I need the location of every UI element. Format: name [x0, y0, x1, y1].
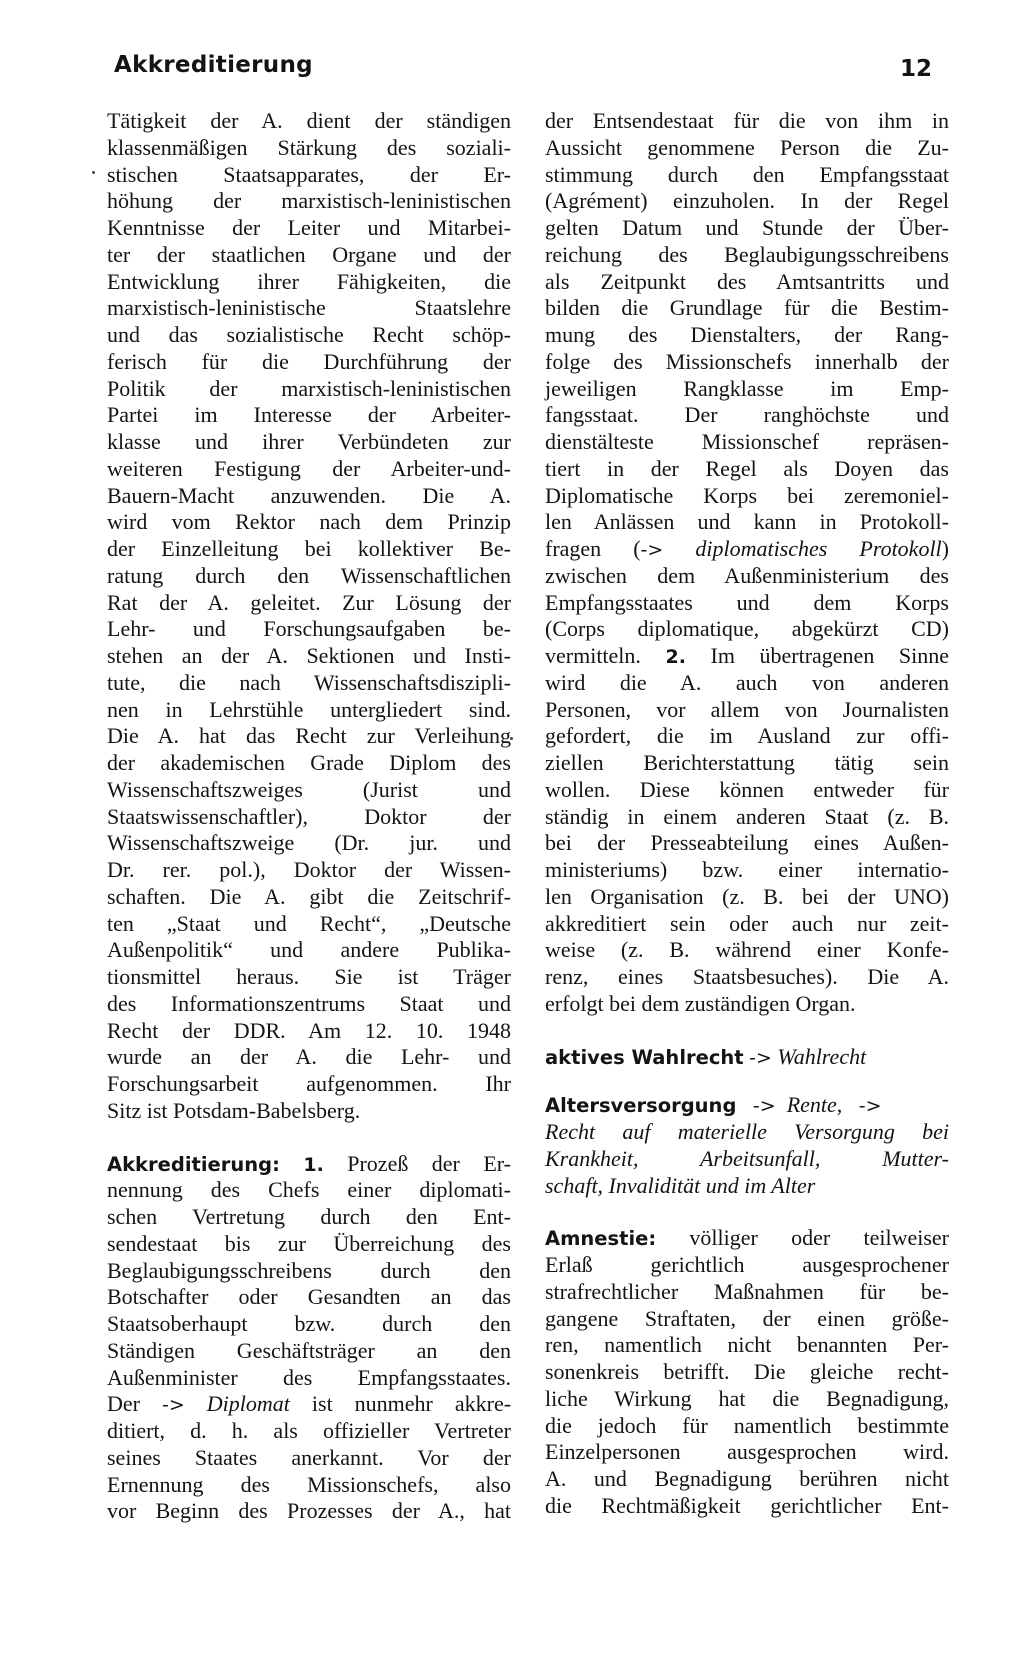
text-line: bilden die Grundlage für die Bestim-	[545, 295, 949, 321]
text-line	[545, 1044, 949, 1071]
text-line: ter der staatlichen Organe und der	[107, 241, 511, 267]
sense-number: 2.	[665, 646, 686, 668]
running-head: Akkreditierung	[114, 52, 313, 78]
text-line: Staatswissenschaftler), Doktor der	[107, 803, 511, 829]
cross-reference-recht-auf-versorgung[interactable]: Krankheit, Arbeitsunfall, Mutter-	[545, 1145, 949, 1171]
text-line: akkreditiert sein oder auch nur zeit-	[545, 910, 949, 936]
text-line: Außenpolitik“ und andere Publika-	[107, 937, 511, 963]
entry-spacer	[545, 1199, 949, 1225]
text-line: vor Beginn des Prozesses der A., hat	[107, 1498, 511, 1524]
text-line: Ernennung des Missionschefs, also	[107, 1471, 511, 1497]
text-fragment: Der	[107, 1391, 140, 1417]
text-line: renz, eines Staatsbesuches). Die A.	[545, 964, 949, 989]
cross-reference-recht-auf-versorgung[interactable]: schaft, Invalidität und im Alter	[545, 1172, 816, 1198]
text-line: Wissenschaftszweige (Dr. jur. und	[107, 830, 511, 856]
text-line: jeweiligen Rangklasse im Emp-	[545, 375, 949, 401]
entry-spacer	[545, 1018, 949, 1044]
text-line: schen Vertretung durch den Ent-	[107, 1204, 511, 1229]
left-column	[107, 108, 511, 1525]
text-line: Rat der A. geleitet. Zur Lösung der	[107, 589, 511, 615]
arrow-icon: ->	[858, 1095, 882, 1118]
text-line: seines Staates anerkannt. Vor der	[107, 1444, 511, 1470]
text-line: Außenminister des Empfangsstaates.	[107, 1364, 511, 1390]
text-fragment: Im übertragenen Sinne	[710, 643, 949, 668]
cross-reference-protokoll[interactable]: diplomatisches Protokoll	[695, 536, 942, 561]
text-line: schaften. Die A. gibt die Zeitschrif-	[107, 883, 511, 909]
text-line: ständig in einem anderen Staat (z. B.	[545, 803, 949, 829]
text-line	[545, 1092, 949, 1119]
text-line: ziellen Berichterstattung tätig sein	[545, 750, 949, 775]
text-line: ferisch für die Durchführung der	[107, 348, 511, 374]
text-line: ministeriums) bzw. einer internatio-	[545, 857, 949, 882]
text-line: wollen. Diese können entweder für	[545, 776, 949, 802]
text-line: Diplomatische Korps bei zeremoniel-	[545, 482, 949, 508]
text-line: der akademischen Grade Diplom des	[107, 750, 511, 775]
text-line: Erlaß gerichtlich ausgesprochener	[545, 1252, 949, 1277]
text-line: Entwicklung ihrer Fähigkeiten, die	[107, 268, 511, 294]
arrow-icon: ->	[161, 1394, 185, 1417]
text-fragment: )	[941, 536, 949, 561]
text-fragment: fragen (	[545, 536, 641, 561]
text-line: reichung des Beglaubigungsschreibens	[545, 241, 949, 267]
text-line: Empfangsstaates und dem Korps	[545, 589, 949, 615]
text-line: wurde an der A. die Lehr- und	[107, 1044, 511, 1070]
cross-reference-diplomat[interactable]: Diplomat	[206, 1391, 290, 1417]
text-line	[545, 1225, 949, 1252]
arrow-icon: ->	[752, 1095, 776, 1118]
text-line: Sitz ist Potsdam-Babelsberg.	[107, 1097, 361, 1123]
text-line: len Organisation (z. B. bei der UNO)	[545, 883, 949, 909]
text-line: nen in Lehrstühle untergliedert sind.	[107, 696, 511, 722]
text-line	[107, 1151, 511, 1178]
text-line: Beglaubigungsschreibens durch den	[107, 1257, 511, 1283]
text-fragment: ist nunmehr akkre-	[311, 1391, 512, 1417]
text-line	[545, 536, 949, 563]
text-line: stimmung durch den Empfangsstaat	[545, 161, 949, 187]
text-line: fangsstaat. Der ranghöchste und	[545, 402, 949, 428]
headword: Amnestie:	[545, 1227, 657, 1251]
text-line: stischen Staatsapparates, der Er-	[107, 161, 511, 187]
arrow-icon: ->	[749, 1046, 772, 1069]
headword: aktives Wahlrecht	[545, 1045, 744, 1069]
entry-akkreditierung-continued	[545, 108, 949, 1018]
headword: Akkreditierung:	[107, 1152, 280, 1176]
cross-reference-recht-auf-versorgung[interactable]: Recht auf materielle Versorgung bei	[545, 1119, 949, 1144]
headword: Altersversorgung	[545, 1094, 737, 1118]
text-line	[107, 1391, 511, 1418]
text-line: A. und Begnadigung berühren nicht	[545, 1466, 949, 1491]
text-line: strafrechtlicher Maßnahmen für be-	[545, 1278, 949, 1304]
text-line: wird vom Rektor nach dem Prinzip	[107, 509, 511, 535]
cross-reference-rente[interactable]: Rente,	[786, 1092, 843, 1118]
text-line: sendestaat bis zur Überreichung des	[107, 1230, 511, 1256]
text-line: die jedoch für namentlich bestimmte	[545, 1412, 949, 1438]
text-fragment: völliger oder teilweiser	[689, 1225, 949, 1251]
text-line: gelten Datum und Stunde der Über-	[545, 215, 949, 240]
text-line: dienstälteste Missionschef repräsen-	[545, 429, 949, 454]
text-line: die Rechtmäßigkeit gerichtlicher Ent-	[545, 1492, 949, 1518]
text-line: bei der Presseabteilung eines Außen-	[545, 830, 949, 856]
text-line: gefordert, die im Ausland zur offi-	[545, 723, 949, 749]
text-line: marxistisch-leninistische Staatslehre	[107, 295, 511, 321]
text-line: nennung des Chefs einer diplomati-	[107, 1177, 511, 1203]
entry-aktives-wahlrecht	[545, 1044, 949, 1071]
text-line: der Einzelleitung bei kollektiver Be-	[107, 536, 511, 561]
entry-spacer	[107, 1125, 511, 1151]
text-line	[545, 643, 949, 670]
text-line: ditiert, d. h. als offizieller Vertreter	[107, 1418, 511, 1443]
text-line: höhung der marxistisch-leninistischen	[107, 188, 511, 214]
text-line: tiert in der Regel als Doyen das	[545, 455, 949, 481]
text-line: Wissenschaftszweiges (Jurist und	[107, 776, 511, 802]
print-speck	[92, 171, 95, 174]
entry-altersversorgung	[545, 1092, 949, 1199]
text-fragment: vermitteln.	[545, 643, 641, 668]
text-line: ten „Staat und Recht“, „Deutsche	[107, 910, 511, 936]
text-line: Ständigen Geschäftsträger an den	[107, 1337, 511, 1363]
text-line: des Informationszentrums Staat und	[107, 990, 511, 1016]
text-line: Aussicht genommene Person die Zu-	[545, 134, 949, 160]
text-line: Kenntnisse der Leiter und Mitarbei-	[107, 215, 511, 240]
continuation-paragraph	[107, 108, 511, 1125]
text-line: liche Wirkung hat die Begnadigung,	[545, 1385, 949, 1411]
text-line: mung des Dienstalters, der Rang-	[545, 322, 949, 347]
text-line: zwischen dem Außenministerium des	[545, 562, 949, 588]
entry-amnestie	[545, 1225, 949, 1519]
text-line: (Corps diplomatique, abgekürzt CD)	[545, 616, 949, 642]
text-line: ren, namentlich nicht benannten Per-	[545, 1332, 949, 1358]
text-line: folge des Missionschefs innerhalb der	[545, 348, 949, 374]
text-line: Politik der marxistisch-leninistischen	[107, 375, 511, 401]
text-line: ratung durch den Wissenschaftlichen	[107, 562, 511, 588]
text-line: Bauern-Macht anzuwenden. Die A.	[107, 482, 511, 508]
text-line: weiteren Festigung der Arbeiter-und-	[107, 455, 511, 481]
text-line: erfolgt bei dem zuständigen Organ.	[545, 990, 856, 1016]
text-line: len Anlässen und kann in Protokoll-	[545, 509, 949, 535]
text-line: stehen an der A. Sektionen und Insti-	[107, 643, 511, 668]
text-fragment: Prozeß der Er-	[347, 1150, 511, 1176]
text-line: Staatsoberhaupt bzw. durch den	[107, 1311, 511, 1336]
text-line: sonenkreis betrifft. Die gleiche recht-	[545, 1359, 949, 1384]
text-line: Recht der DDR. Am 12. 10. 1948	[107, 1017, 511, 1043]
arrow-icon: ->	[640, 539, 664, 561]
text-line: tionsmittel heraus. Sie ist Träger	[107, 964, 511, 989]
text-line: Tätigkeit der A. dient der ständigen	[107, 108, 511, 133]
text-line: Die A. hat das Recht zur Verleihung	[107, 723, 511, 749]
text-line: Forschungsarbeit aufgenommen. Ihr	[107, 1071, 511, 1096]
text-line: Botschafter oder Gesandten an das	[107, 1284, 511, 1310]
page-number: 12	[900, 56, 933, 82]
entry-spacer	[545, 1070, 949, 1092]
text-line: wird die A. auch von anderen	[545, 669, 949, 695]
sense-number: 1.	[303, 1153, 324, 1176]
text-line: tute, die nach Wissenschaftsdiszipli-	[107, 669, 511, 695]
entry-akkreditierung	[107, 1151, 511, 1526]
text-line: Partei im Interesse der Arbeiter-	[107, 402, 511, 428]
text-line: (Agrément) einzuholen. In der Regel	[545, 188, 949, 214]
text-line: und das sozialistische Recht schöp-	[107, 322, 511, 347]
text-line: klasse und ihrer Verbündeten zur	[107, 429, 511, 454]
text-line: gangene Straftaten, der einen größe-	[545, 1305, 949, 1331]
text-line: der Entsendestaat für die von ihm in	[545, 108, 949, 133]
text-line: Personen, vor allem von Journalisten	[545, 696, 949, 722]
text-line: klassenmäßigen Stärkung des soziali-	[107, 134, 511, 160]
text-line: Dr. rer. pol.), Doktor der Wissen-	[107, 857, 511, 882]
text-line: als Zeitpunkt des Amtsantritts und	[545, 268, 949, 294]
right-column	[545, 108, 949, 1520]
text-line: weise (z. B. während einer Konfe-	[545, 937, 949, 963]
cross-reference-wahlrecht[interactable]: Wahlrecht	[777, 1043, 867, 1069]
text-line: Lehr- und Forschungsaufgaben be-	[107, 616, 511, 642]
text-line: Einzelpersonen ausgesprochen wird.	[545, 1439, 949, 1465]
